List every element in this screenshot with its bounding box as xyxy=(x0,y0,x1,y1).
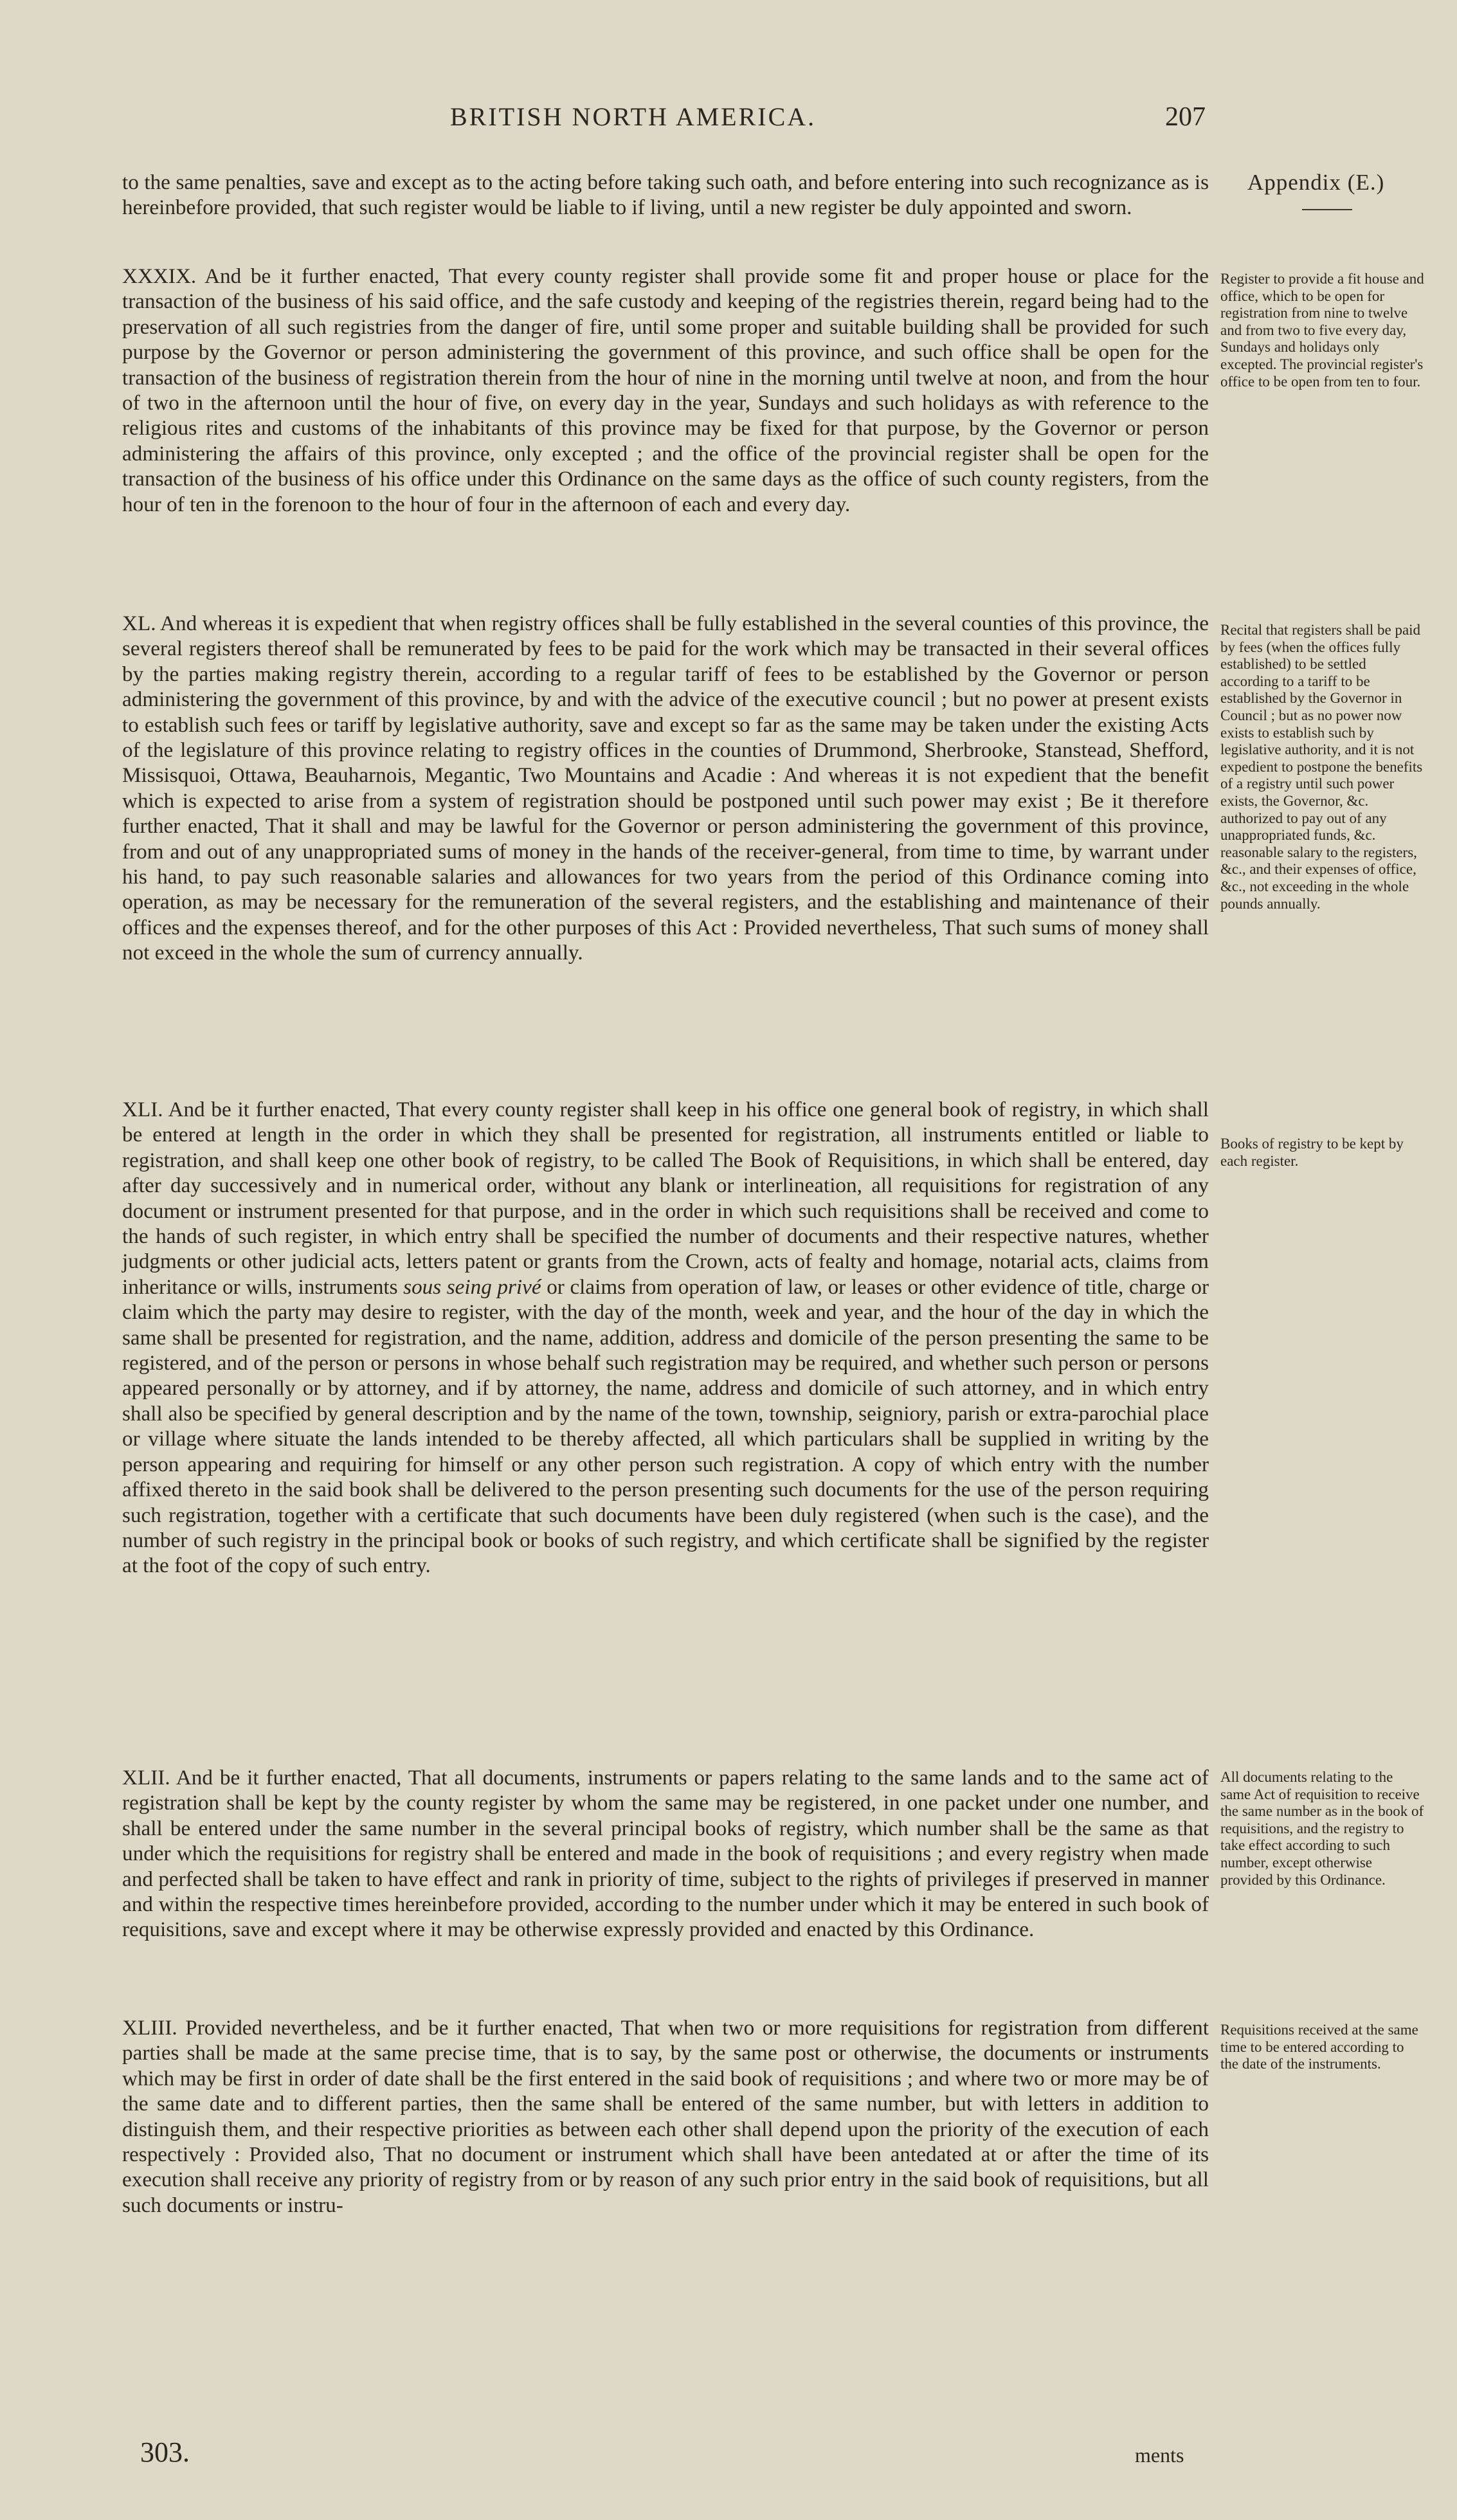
printer-signature: 303. xyxy=(140,2436,190,2468)
section-xliii: XLIII. Provided nevertheless, and be it further enacted, That when two or more requisitions for registration from different parties shall be made at the same precise time, that is to say, by the same post or otherwise, the documents or instruments which may be first in order of date shall be the first entered in the said book of requisitions ; and where two or more may be of the same date and to different parties, then the same shall be entered of the same number, but with letters in addition to distinguish them, and their respective priorities as between each other shall depend upon the priority of the execution of each respectively : Provided also, That no document or instrument which shall have been antedated at or after the time of its execution shall receive any priority of registry from or by reason of any such prior entry in the said book of requisitions, but all such documents or instru- xyxy=(122,2016,1209,2217)
running-head: BRITISH NORTH AMERICA. xyxy=(450,102,817,131)
catchword: ments xyxy=(1135,2443,1184,2467)
section-xl: XL. And whereas it is expedient that when registry offices shall be fully established in the several counties of this province, the several registers thereof shall be remunerated by fees to be paid for the work which may be transacted in their several offices by the parties making registry therein, according to a regular tariff of fees to be established by the Governor or person administering the government of this province, by and with the advice of the executive council ; but no power at present exists to establish such fees or tariff by legislative authority, save and except so far as the same may be taken under the existing Acts of the legislature of this province relating to registry offices in the counties of Drummond, Sherbrooke, Stanstead, Shefford, Missisquoi, Ottawa, Beauharnois, Megantic, Two Mountains and Acadie : And whereas it is not expedient that the benefit which is expected to arise from a system of registration should be postponed until such power may exist ; Be it therefore further enacted, That it shall and may be lawful for the Governor or person administering the government of this province, from and out of any unappropriated sums of money in the hands of the receiver-general, from time to time, by warrant under his hand, to pay such reasonable salaries and allowances for two years from the period of this Ordinance coming into operation, as may be necessary for the remuneration of the several registers, and the establishing and maintenance of their offices and the expenses thereof, and for the other purposes of this Act : Provided nevertheless, That such sums of money shall not exceed in the whole the sum of currency annually. xyxy=(122,612,1209,965)
section-xxxix: XXXIX. And be it further enacted, That every county register shall provide some fit and proper house or place for the transaction of the business of his said office, and the safe custody and keeping of the registries therein, regard being had to the preservation of all such registries from the danger of fire, until some proper and suitable building shall be provided for such purpose by the Governor or person administering the government of this province, and such office shall be open for the transaction of the business of registration therein from the hour of nine in the morning until twelve at noon, and from the hour of two in the afternoon until the hour of five, on every day in the year, Sundays and such holidays as with reference to the religious rites and customs of the inhabitants of this province may be fixed for that purpose, by the Governor or person administering the affairs of this province, only excepted ; and the office of the provincial register shall be open for the transaction of the business of his office under this Ordinance on the same days as the office of such county registers, from the hour of ten in the forenoon to the hour of four in the afternoon of each and every day. xyxy=(122,264,1209,516)
marginal-note-fees-recital: Recital that registers shall be paid by fees (when the offices fully established) to be settled according to a tariff to be established by the Governor in Council ; but as no power now exists to establish such by legislative authority, and it is not expedient to postpone the benefits of a registry until such power exists, the Governor, &c. authorized to pay out of any unappropriated funds, &c. reasonable salary to the registers, &c., and their expenses of office, &c., not exceeding in the whole pounds annually. xyxy=(1220,622,1423,912)
marginal-note-documents-same-number: All documents relating to the same Act of requisition to receive the same number as in the book of requisitions, and the registry to take effect according to such number, except otherwise provided by this Ordinance. xyxy=(1220,1769,1424,1888)
section-xlii: XLII. And be it further enacted, That all documents, instruments or papers relating to the same lands and to the same act of registration shall be kept by the county register by whom the same may be registered, in one packet under one number, and shall be entered under the same number in the several principal books of registry, which number shall be the same as that under which the requisitions for registry shall be entered and made in the book of requisitions ; and every registry when made and perfected shall be taken to have effect and rank in priority of time, subject to the rights of privileges if preserved in manner and within the respective times hereinbefore provided, according to the number under which it may be entered in such book of requisitions, save and except where it may be otherwise expressly provided and enacted by this Ordinance. xyxy=(122,1766,1209,1942)
section-xli-part2: or claims from operation of law, or leases or other evidence of title, charge or claim which the party may desire to register, with the day of the month, week and year, and the hour of the day in which the same shall be presented for registration, and the name, addition, address and domicile of the person presenting the same to be registered, and of the person or persons in whose behalf such registration may be required, and whether such person or persons appeared personally or by attorney, and if by attorney, the name, address and domicile of such attorney, and in which entry shall also be specified by general description and by the name of the town, township, seigniory, parish or extra-parochial place or village where situate the lands intended to be thereby affected, all which particulars shall be supplied in writing by the person appearing and requiring for himself or any other person such registration. A copy of which entry with the number affixed thereto in the said book shall be delivered to the person presenting such documents for the use of the person requiring such registration, together with a certificate that such documents have been duly registered (when such is the case), and the number of such registry in the principal book or books of such registry, and which certificate shall be signified by the register at the foot of the copy of such entry. xyxy=(122,1274,1209,1578)
marginal-note-books-of-registry: Books of registry to be kept by each register. xyxy=(1220,1136,1404,1169)
section-xli-italic: sous seing privé xyxy=(403,1274,541,1299)
marginal-note-requisitions-same-time: Requisitions received at the same time to be entered according to the date of the instruments. xyxy=(1220,2022,1418,2072)
appendix-label: Appendix (E.) xyxy=(1247,170,1385,195)
section-xli-part1: XLI. And be it further enacted, That every county register shall keep in his office one general book of registry, in which shall be entered at length in the order in which they shall be presented for registration, all instruments entitled or liable to registration, and shall keep one other book of registry, to be called The Book of Requisitions, in which shall be entered, day after day successively and in numerical order, without any blank or interlineation, all requisitions for registration of any document or instrument presented for that purpose, and in the order in which such requisitions shall be received and come to the hands of such register, in which entry shall be specified the number of documents and their respective natures, whether judgments or other judicial acts, letters patent or grants from the Crown, acts of fealty and homage, notarial acts, claims from inheritance or wills, instruments xyxy=(122,1098,1209,1299)
section-xli xyxy=(122,1097,1209,1579)
appendix-rule xyxy=(1302,209,1352,210)
marginal-note-register-office: Register to provide a fit house and office, which to be open for registration from nine to twelve and from two to five every day, Sundays and holidays only excepted. The provincial register's office to be open from ten to four. xyxy=(1220,271,1424,390)
page-number: 207 xyxy=(1165,102,1206,132)
paragraph-continuation: to the same penalties, save and except as to the acting before taking such oath, and before entering into such recognizance as is hereinbefore provided, that such register would be liable to if living, until a new register be duly appointed and sworn. xyxy=(122,170,1209,220)
